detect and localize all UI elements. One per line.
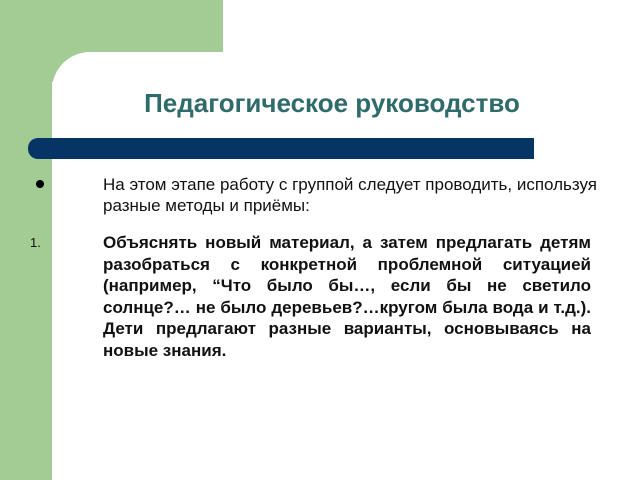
- list-number: 1.: [30, 235, 41, 250]
- title-underline-bar: [28, 138, 534, 159]
- bullet-text: На этом этапе работу с группой следует проводить, используя разные методы и приёмы:: [103, 175, 597, 215]
- bullet-dot-icon: [36, 180, 44, 188]
- numbered-item-text: Объяснять новый материал, а затем предлагать детям разобраться с конкретной проблемной ситуацией (например, “Что было бы…, если бы не светило солнце?… не было деревьев?…кругом была вода и т.д.). Дети предлагают разные варианты, основываясь на новые знания.: [103, 233, 591, 360]
- slide-title: Педагогическое руководство: [144, 88, 520, 118]
